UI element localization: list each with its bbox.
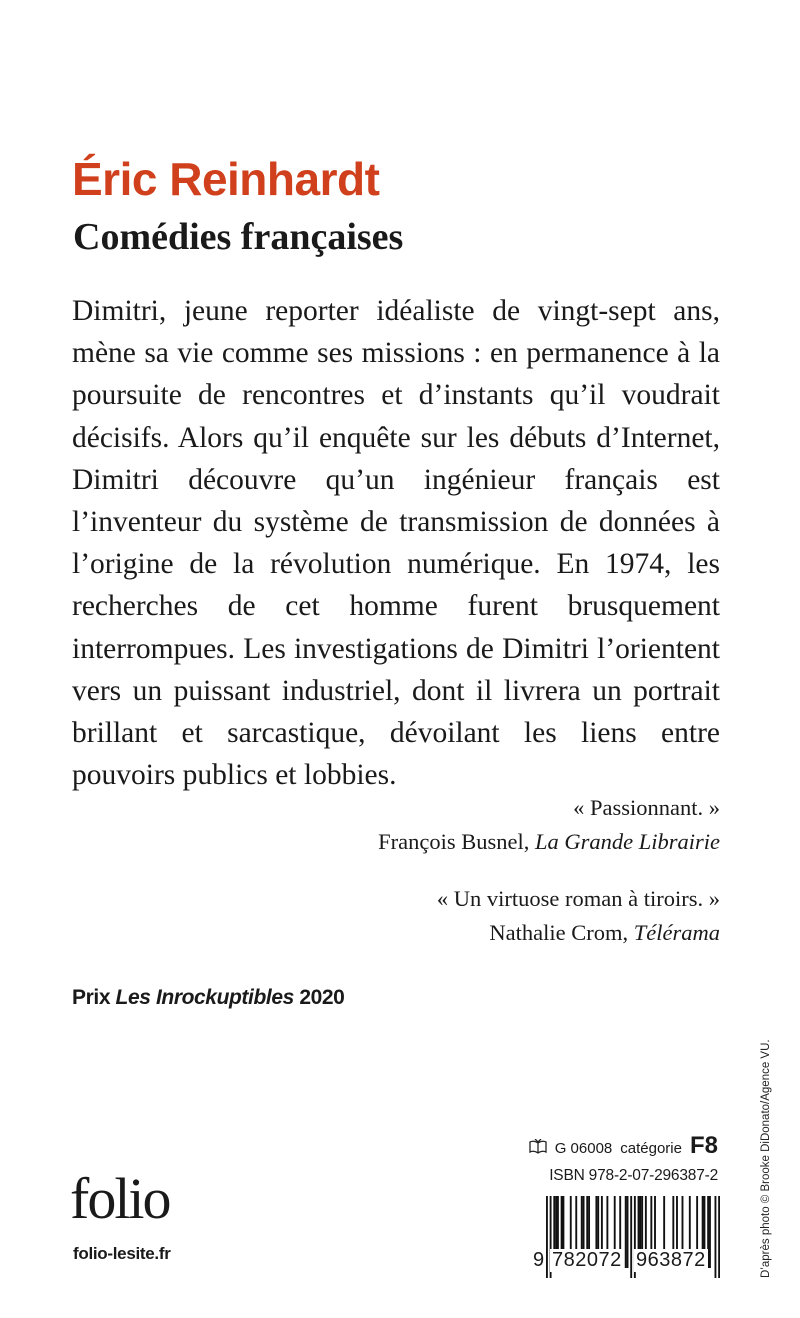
barcode-bar <box>718 1196 720 1278</box>
catalog-line <box>529 1132 718 1160</box>
prize-year: 2020 <box>293 986 345 1009</box>
quote-author: Nathalie Crom, <box>489 920 634 945</box>
category-label: catégorie <box>620 1140 682 1157</box>
barcode-bar <box>715 1196 717 1278</box>
folio-logo: folio <box>70 1166 170 1231</box>
book-icon <box>529 1139 547 1155</box>
quote-author: François Busnel, <box>378 829 535 854</box>
quote-text: « Un virtuose roman à tiroirs. » <box>436 886 720 911</box>
barcode-group-left: 782072 <box>552 1249 622 1271</box>
prize-name: Les Inrockuptibles <box>115 986 294 1009</box>
catalog-code: G 06008 <box>554 1140 613 1157</box>
book-title: Comédies françaises <box>73 216 404 258</box>
barcode-bar <box>625 1196 627 1268</box>
prize-line <box>72 986 344 1010</box>
quote-source: Télérama <box>633 920 720 945</box>
photo-credit: D’après photo © Brooke DiDonato/Agence VU. <box>760 1039 772 1278</box>
isbn: ISBN 978-2-07-296387-2 <box>549 1167 718 1184</box>
quote-attribution <box>437 916 720 950</box>
publisher-website: folio-lesite.fr <box>73 1244 171 1263</box>
review-quote <box>437 882 720 950</box>
book-blurb: Dimitri, jeune reporter idéaliste de vingt-sept ans, mène sa vie comme ses missions : en permanence à la poursuite de rencontres et d’instants qu’il voudrait décisifs. Alors qu’il enquête sur les débuts d’Internet, Dimitri découvre qu’un ingénieur français est l’inventeur du système de transmission de données à l’origine de la révolution numérique. En 1974, les recherches de cet homme furent brusquement interrompues. Les investigations de Dimitri l’orientent vers un puissant industriel, dont il livrera un portrait brillant et sarcastique, dévoilant les liens entre pouvoirs publics et lobbies. <box>72 295 720 792</box>
quote-text: « Passionnant. » <box>573 795 720 820</box>
prize-prefix: Prix <box>72 986 116 1009</box>
review-quote <box>378 791 720 859</box>
barcode-group-right: 963872 <box>636 1249 706 1271</box>
category-code: F8 <box>689 1132 718 1159</box>
quote-source: La Grande Librairie <box>534 829 720 854</box>
barcode-bar <box>709 1196 711 1268</box>
barcode-lead-digit: 9 <box>533 1249 545 1271</box>
barcode-bar <box>630 1196 632 1278</box>
barcode-bar <box>627 1196 629 1268</box>
author-name: Éric Reinhardt <box>72 153 380 205</box>
barcode-bar <box>546 1196 548 1278</box>
quote-attribution <box>378 825 720 859</box>
